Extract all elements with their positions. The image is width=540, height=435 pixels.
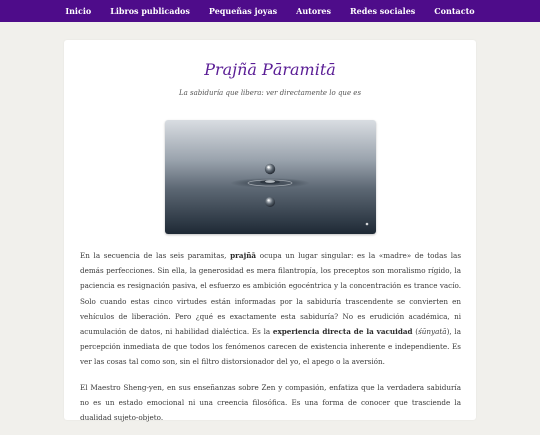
p1-text-a: En la secuencia de las seis paramitas, [80, 251, 231, 260]
p1-text-e: ( [412, 327, 419, 337]
water-drop-photo [165, 120, 376, 234]
p1-term-sunyata: śūnyatā [418, 327, 447, 337]
nav-item-libros-publicados[interactable]: Libros publicados [110, 6, 190, 16]
page-subtitle: La sabiduría que libera: ver directamente lo que es [178, 89, 362, 97]
hero-image [165, 120, 376, 234]
nav-item-contacto[interactable]: Contacto [434, 6, 475, 16]
article-body [80, 248, 461, 435]
p1-text-g: ), la percepción inmediata de que todos los fenómenos carecen de existencia inherente e independiente. Es ver las cosas tal como son, sin el filtro distorsionador del yo, el apego o la aversión. [80, 327, 461, 367]
page-title: Prajñā Pāramitā [204, 60, 336, 79]
main-nav [0, 0, 540, 22]
paragraph-2: El Maestro Sheng-yen, en sus enseñanzas sobre Zen y compasión, enfatiza que la verdadera sabiduría no es un estado emocional ni una creencia filosófica. Es una forma de conocer que trasciende la dualidad sujeto-objeto. [80, 382, 461, 423]
p1-term-vacuidad: experiencia directa de la vacuidad [272, 327, 413, 337]
nav-item-pequenas-joyas[interactable]: Pequeñas joyas [208, 6, 278, 16]
p1-term-prajna: prajñā [230, 251, 257, 260]
p1-text-c: ocupa un lugar singular: es la «madre» de todas las demás perfecciones. Sin ella, la generosidad es mera filantropía, los preceptos son moralismo rígido, la paciencia es resignación pasiva, el esfuerzo es ambición egocéntrica y la concentración es trance vacío. Solo cuando estas cinco virtudes están informadas por la sabiduría trascendente se convierten en vehículos de liberación. Pero ¿qué es exactamente esta sabiduría? No es erudición académica, ni acumulación de datos, ni habilidad dialéctica. Es la [80, 251, 462, 337]
nav-item-inicio[interactable]: Inicio [65, 6, 92, 16]
nav-item-redes-sociales[interactable]: Redes sociales [350, 6, 416, 16]
nav-item-autores[interactable]: Autores [296, 6, 332, 16]
paragraph-1 [80, 248, 461, 370]
